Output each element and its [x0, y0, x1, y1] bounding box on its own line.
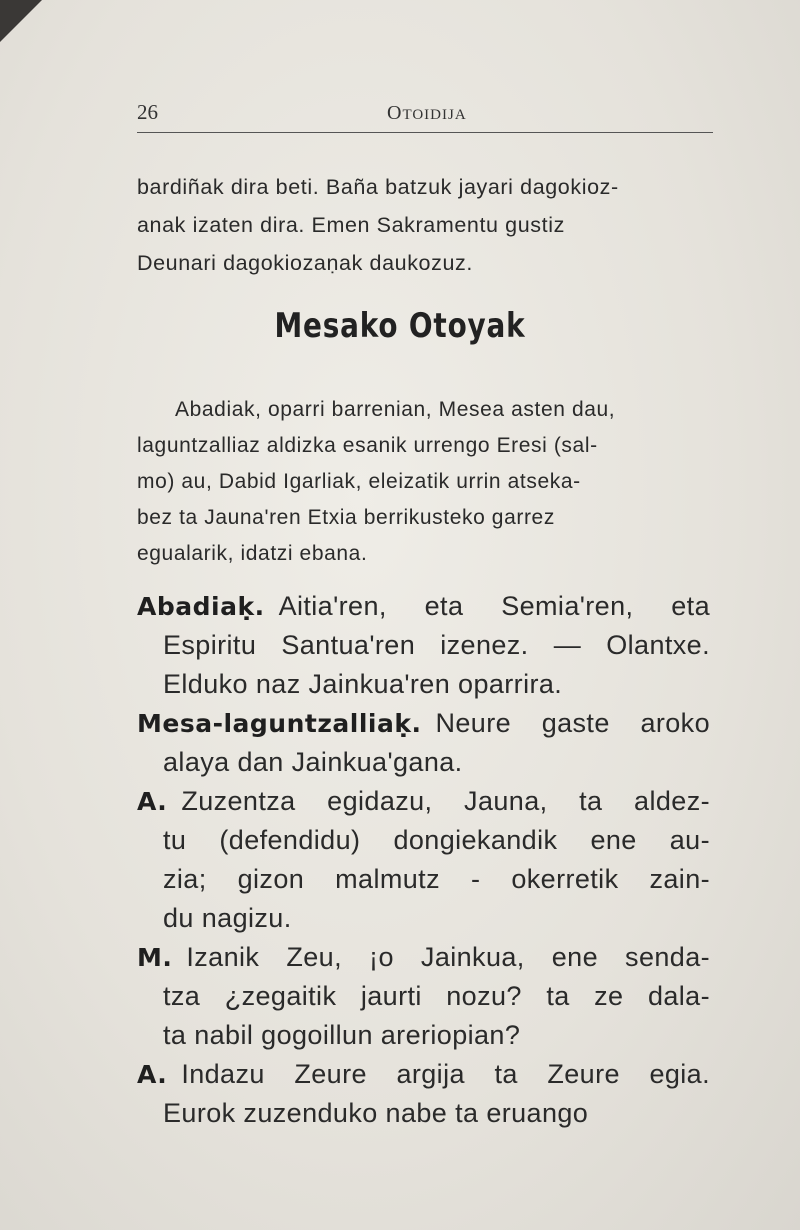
verse-line [137, 704, 710, 743]
verse-text: Izanik Zeu, ¡o Jainkua, ene senda- [186, 942, 710, 972]
running-title: OTOIDIJA [387, 102, 467, 124]
verse-line: tza ¿zegaitik jaurti nozu? ta ze dala- [163, 981, 710, 1011]
dialogue-entry [137, 938, 710, 1055]
page-corner-shadow [0, 0, 42, 42]
rubric-line: laguntzalliaz aldizka esanik urrengo Eresi (sal- [137, 434, 598, 457]
intro-line: Deunari dagokiozaṇak daukozuz. [137, 251, 473, 275]
verse-line: Eurok zuzenduko nabe ta eruango [163, 1098, 589, 1128]
verse-text: Indazu Zeure argija ta Zeure egia. [181, 1059, 710, 1089]
verse-line: du nagizu. [163, 903, 292, 933]
verse-line: zia; gizon malmutz - okerretik zain- [163, 864, 710, 894]
verse-line: alaya dan Jainkua'gana. [163, 747, 463, 777]
dialogue-entry [137, 782, 710, 938]
verse-text: Neure gaste aroko [435, 708, 710, 738]
speaker-label: Mesa-laguntzalliaḳ. [137, 709, 422, 738]
verse-text: Aitia'ren, eta Semia'ren, eta [278, 591, 710, 621]
dialogue-entry [137, 1055, 710, 1133]
intro-line: bardiñak dira beti. Baña batzuk jayari dagokioz- [137, 175, 619, 199]
verse-line [137, 938, 710, 977]
speaker-label: A. [137, 1060, 168, 1089]
rubric-paragraph [137, 392, 713, 572]
rubric-line: egualarik, idatzi ebana. [137, 542, 368, 565]
verse-line: Elduko naz Jainkua'ren oparrira. [163, 669, 563, 699]
rubric-line: Abadiak, oparri barrenian, Mesea asten dau, [175, 398, 616, 421]
rubric-line: mo) au, Dabid Igarliak, eleizatik urrin atseka- [137, 470, 581, 493]
intro-line: anak izaten dira. Emen Sakramentu gustiz [137, 213, 565, 237]
dialogue [137, 587, 710, 1133]
speaker-label: M. [137, 943, 173, 972]
verse-line [137, 1055, 710, 1094]
intro-paragraph [137, 168, 713, 282]
verse-line: Espiritu Santua'ren izenez. — Olantxe. [163, 630, 710, 660]
section-title: Mesako Otoyak [274, 306, 526, 346]
page-number: 26 [137, 100, 158, 124]
speaker-label: A. [137, 787, 168, 816]
verse-line [137, 587, 710, 626]
rubric-line: bez ta Jauna'ren Etxia berrikusteko garrez [137, 506, 555, 529]
speaker-label: Abadiaḳ. [137, 592, 265, 621]
verse-line [137, 782, 710, 821]
dialogue-entry [137, 704, 710, 782]
verse-line: ta nabil gogoillun areriopian? [163, 1020, 521, 1050]
verse-line: tu (defendidu) dongiekandik ene au- [163, 825, 710, 855]
verse-text: Zuzentza egidazu, Jauna, ta aldez- [181, 786, 710, 816]
running-header [137, 100, 713, 133]
dialogue-entry [137, 587, 710, 704]
